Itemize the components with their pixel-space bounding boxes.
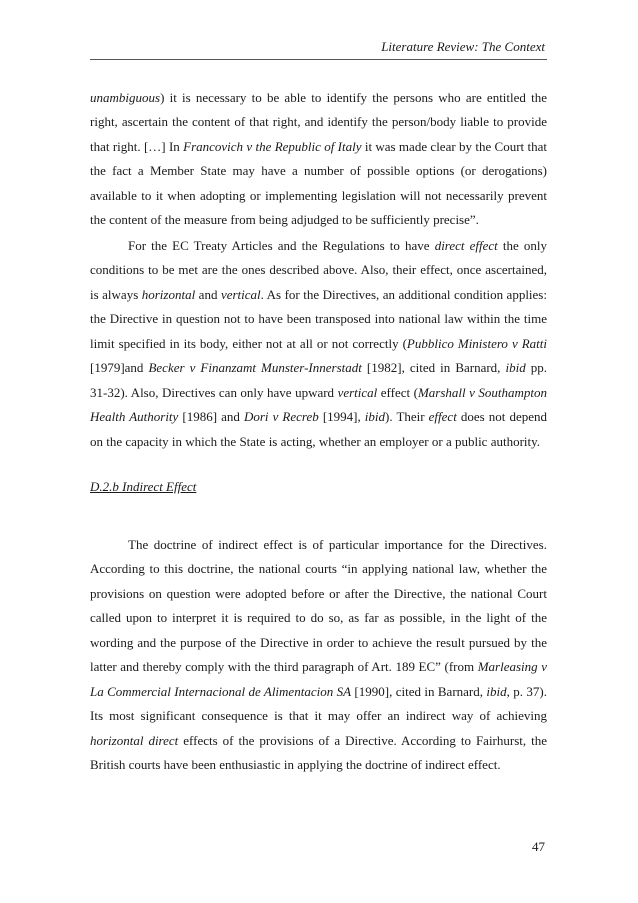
text-run: For the EC Treaty Articles and the Regulations to have <box>128 238 435 253</box>
header-rule <box>90 59 547 60</box>
text-emphasis: vertical <box>220 286 261 302</box>
page-number: 47 <box>532 839 545 854</box>
case-citation: Dori v Recreb <box>243 409 319 425</box>
case-citation: Marleasing v La Commercial Internacional de Alimentacion SA <box>90 659 547 699</box>
text-emphasis: unambiguous <box>90 90 161 105</box>
text-emphasis: ibid <box>505 360 526 376</box>
text-run: . As for the Directives, an additional condition applies: the Directive in question not to have been transposed into national law within the time limit specified in its body, either not at all or not correctly ( <box>90 286 547 351</box>
text-run: The doctrine of indirect effect is of particular importance for the Directives. According to this doctrine, the national courts “in applying national law, whether the provisions on question were adopted before or after the Directive, the national Court called upon to interpret it is required to do so, as far as possible, in the light of the wording and the purpose of the Directive in order to achieve the result pursued by the latter and thereby comply with the third paragraph of Art. 189 EC” (from <box>90 537 547 675</box>
paragraph-indirect-effect <box>90 533 547 778</box>
text-run: [1994], <box>318 409 365 425</box>
text-run: does not depend on the capacity in which the State is acting, whether an employer or a public authority. <box>90 409 547 449</box>
case-citation: Marshall v Southampton Health Authority <box>90 384 547 425</box>
section-heading: D.2.b Indirect Effect <box>90 479 197 494</box>
text-run: the only conditions to be met are the ones described above. Also, their effect, once ascertained, is always <box>90 238 547 302</box>
text-run: [1986] and <box>178 409 244 425</box>
paragraph-direct-effect <box>90 234 547 454</box>
text-run: it was made clear by the Court that the fact a Member State may have a number of possible options (or derogations) available to it when adopting or implementing legislation will not necessarily prevent the content of the measure from being adjudged to be sufficiently precise”. <box>90 138 547 228</box>
text-run: ) it is necessary to be able to identify the persons who are entitled the right, ascertain the content of that right, and identify the person/body liable to provide that right. […] In <box>90 90 547 154</box>
text-emphasis: horizontal direct <box>90 732 179 748</box>
text-emphasis: vertical <box>337 384 378 400</box>
text-emphasis: ibid <box>364 409 386 425</box>
text-emphasis: ibid <box>486 683 507 699</box>
case-citation: Pubblico Ministero v Ratti <box>406 335 547 351</box>
text-emphasis: effect <box>428 409 457 425</box>
running-header: Literature Review: The Context <box>381 39 545 54</box>
text-run: and <box>195 286 221 302</box>
text-emphasis: horizontal <box>141 286 196 302</box>
text-run: effect ( <box>377 384 418 400</box>
text-run: effects of the provisions of a Directive. According to Fairhurst, the British courts have been enthusiastic in applying the doctrine of indirect effect. <box>90 732 548 773</box>
text-emphasis: direct effect <box>434 238 498 253</box>
text-run: [1979]and <box>90 360 149 376</box>
text-run: pp. 31-32). Also, Directives can only have upward <box>90 360 548 400</box>
paragraph-continuation <box>90 86 547 233</box>
text-run: [1990], cited in Barnard, <box>351 683 487 699</box>
case-citation: Francovich v the Republic of Italy <box>183 138 362 154</box>
case-citation: Becker v Finanzamt Munster-Innerstadt <box>148 360 362 376</box>
text-run: [1982], cited in Barnard, <box>361 360 506 376</box>
text-run: , p. 37). Its most significant consequence is that it may offer an indirect way of achieving <box>90 683 547 724</box>
text-run: ). Their <box>385 409 429 425</box>
